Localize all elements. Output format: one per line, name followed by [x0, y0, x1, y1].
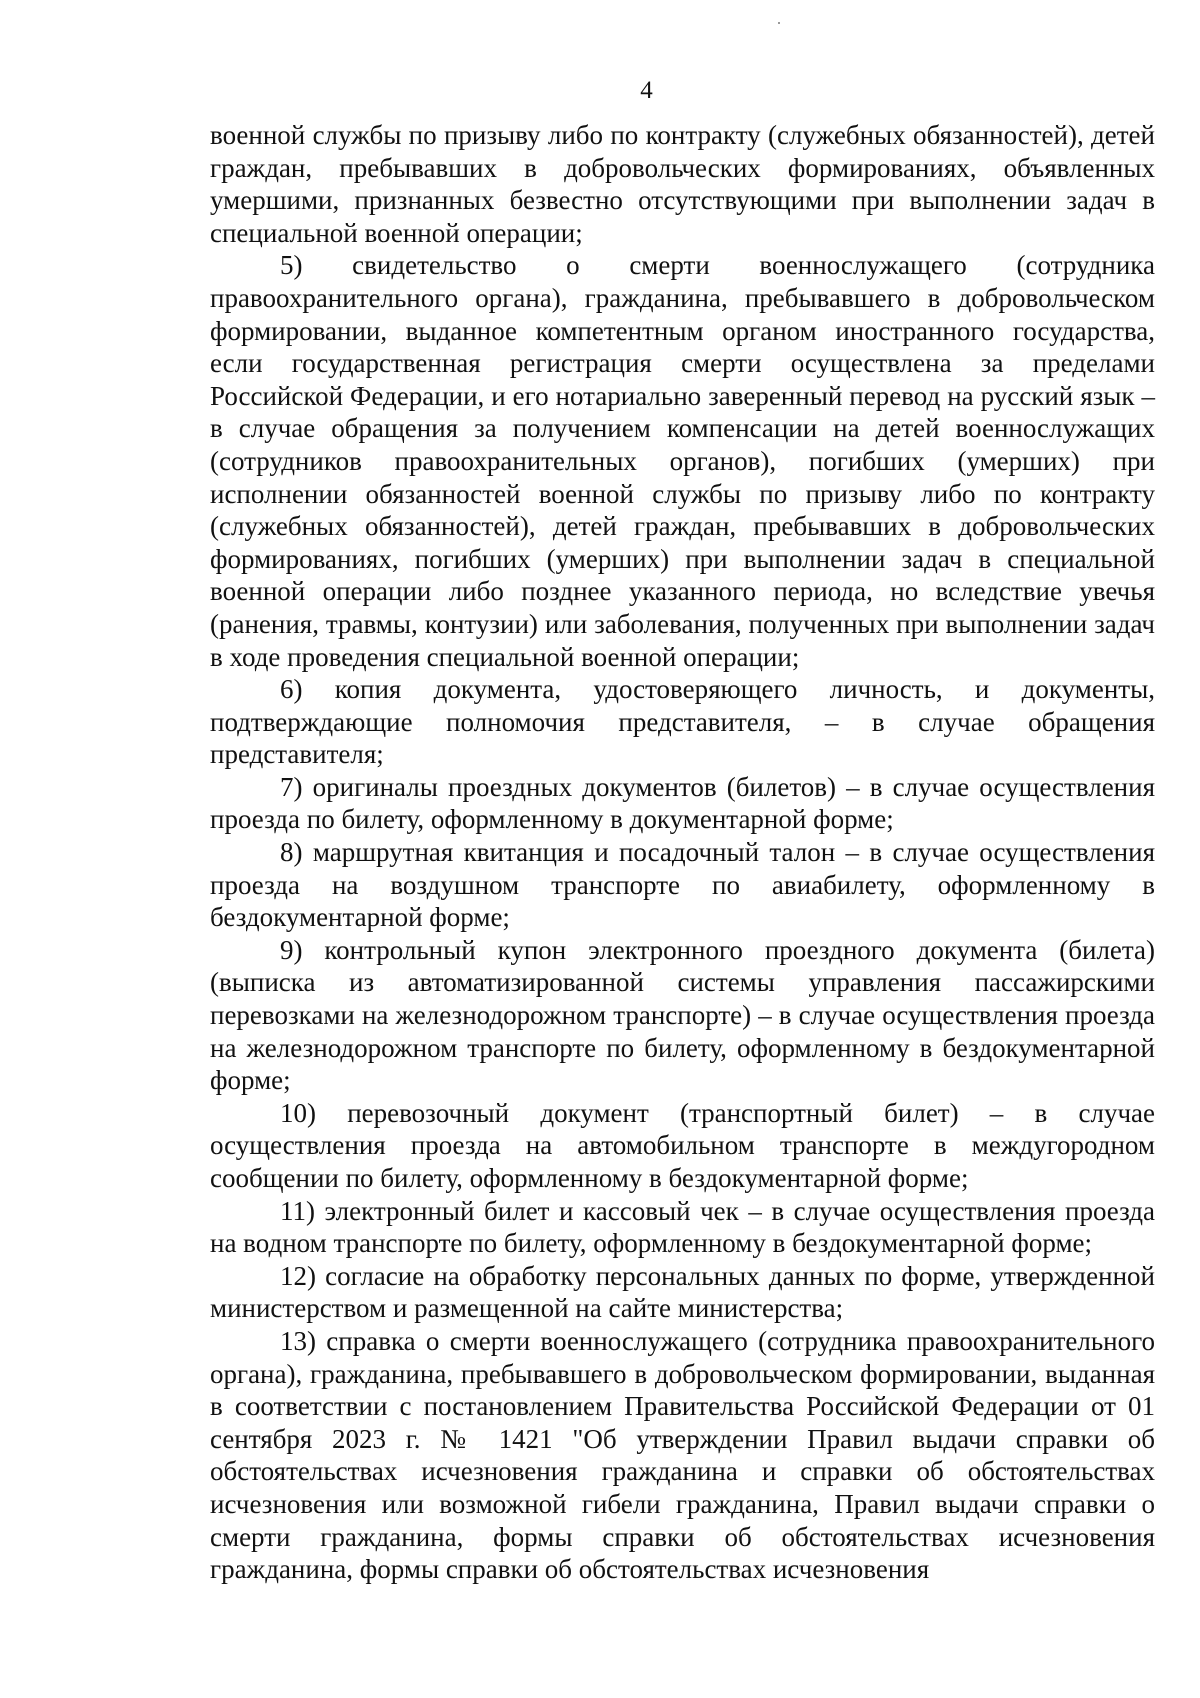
- paragraph-continuation: военной службы по призыву либо по контракту (служебных обязанностей), детей граждан, пребывавших в добровольческих формированиях, объявленных умершими, признанных безвестно отсутствующими при выполнении задач в специальной военной операции;: [210, 120, 1155, 248]
- scan-speck: [778, 22, 780, 24]
- list-item-12: 12) согласие на обработку персональных данных по форме, утвержденной министерством и размещенной на сайте министерства;: [210, 1260, 1155, 1324]
- document-body: [210, 119, 1155, 1586]
- list-item-13: 13) справка о смерти военнослужащего (сотрудника правоохранительного органа), гражданина, пребывавшего в добровольческом формировании, выданная в соответствии с постановлением Правительства Российской Федерации от 01 сентября 2023 г. № 1421 "Об утверждении Правил выдачи справки об обстоятельствах исчезновения гражданина и справки об обстоятельствах исчезновения или возможной гибели гражданина, Правил выдачи справки о смерти гражданина, формы справки об обстоятельствах исчезновения гражданина, формы справки об обстоятельствах исчезновения: [210, 1325, 1155, 1585]
- list-item-7: 7) оригиналы проездных документов (билетов) – в случае осуществления проезда по билету, оформленному в документарной форме;: [210, 771, 1155, 835]
- list-item-5: 5) свидетельство о смерти военнослужащего (сотрудника правоохранительного органа), гражданина, пребывавшего в добровольческом формировании, выданное компетентным органом иностранного государства, если государственная регистрация смерти осуществлена за пределами Российской Федерации, и его нотариально заверенный перевод на русский язык – в случае обращения за получением компенсации на детей военнослужащих (сотрудников правоохранительных органов), погибших (умерших) при исполнении обязанностей военной службы по призыву либо по контракту (служебных обязанностей), детей граждан, пребывавших в добровольческих формированиях, погибших (умерших) при выполнении задач в специальной военной операции либо позднее указанного периода, но вследствие увечья (ранения, травмы, контузии) или заболевания, полученных при выполнении задач в ходе проведения специальной военной операции;: [210, 250, 1155, 672]
- page-number: 4: [640, 77, 653, 104]
- list-item-6: 6) копия документа, удостоверяющего личность, и документы, подтверждающие полномочия представителя, – в случае обращения представителя;: [210, 674, 1155, 770]
- list-item-11: 11) электронный билет и кассовый чек – в случае осуществления проезда на водном транспорте по билету, оформленному в бездокументарной форме;: [210, 1195, 1155, 1259]
- list-item-10: 10) перевозочный документ (транспортный билет) – в случае осуществления проезда на автомобильном транспорте в междугородном сообщении по билету, оформленному в бездокументарной форме;: [210, 1097, 1155, 1193]
- list-item-8: 8) маршрутная квитанция и посадочный талон – в случае осуществления проезда на воздушном транспорте по авиабилету, оформленному в бездокументарной форме;: [210, 837, 1155, 933]
- list-item-9: 9) контрольный купон электронного проездного документа (билета) (выписка из автоматизированной системы управления пассажирскими перевозками на железнодорожном транспорте) – в случае осуществления проезда на железнодорожном транспорте по билету, оформленному в бездокументарной форме;: [210, 934, 1155, 1096]
